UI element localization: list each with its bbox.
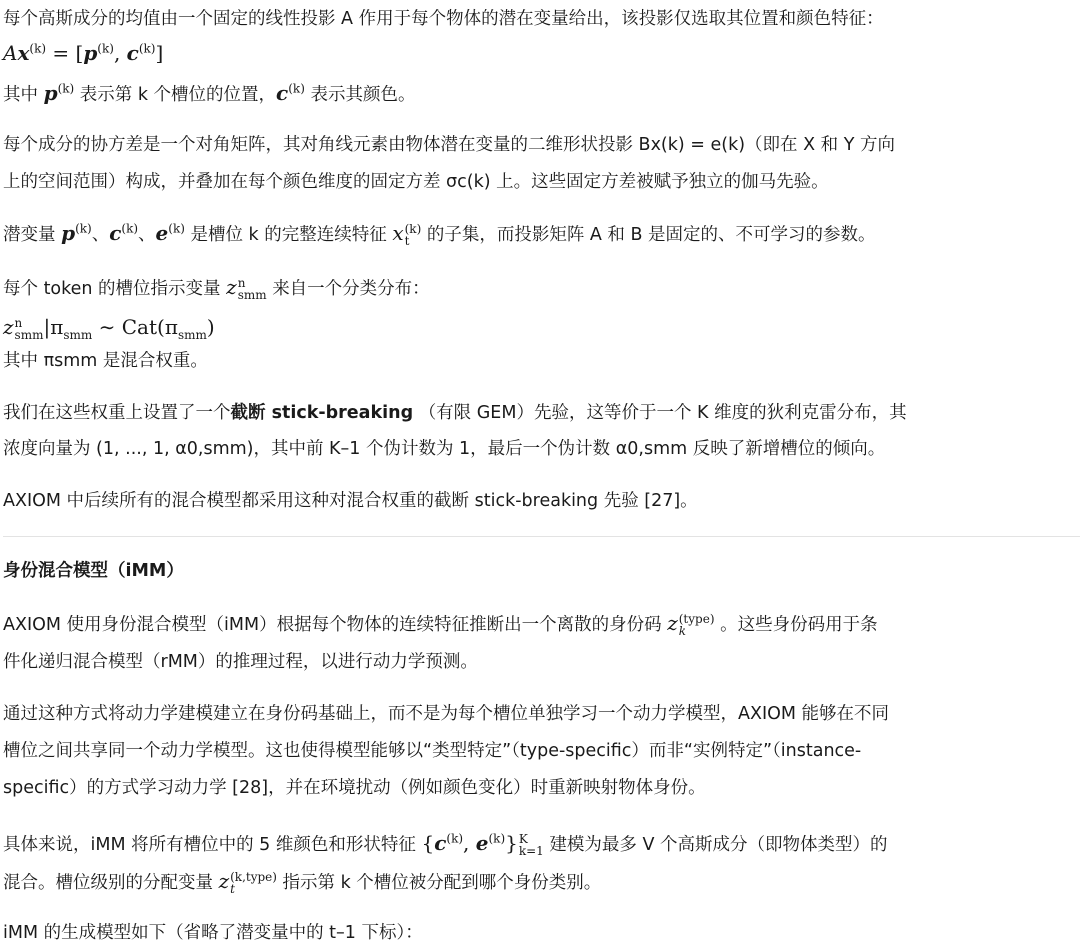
paragraph-imm-line2: 件化递归混合模型（rMM）的推理过程，以进行动力学预测。 xyxy=(3,652,478,672)
text-fragment: 我们在这些权重上设置了一个 xyxy=(3,403,231,423)
superscript-label: (k,type) xyxy=(230,869,277,884)
bold-term: 截断 stick-breaking xyxy=(230,403,414,423)
subscript-label: k=1 xyxy=(518,843,544,858)
text-fragment: AXIOM 使用身份混合模型（iMM）根据每个物体的连续特征推断出一个离散的身份码 xyxy=(3,615,662,635)
paragraph-identity-line3: specific）的方式学习动力学 [28]，并在环境扰动（例如颜色变化）时重新映射物体身份。 xyxy=(3,778,706,798)
paragraph-generative-model: iMM 的生成模型如下（省略了潜变量中的 t–1 下标）： xyxy=(3,923,423,943)
superscript-label: (type) xyxy=(678,611,715,626)
text-fragment: 、 xyxy=(91,225,110,245)
text-fragment: 混合。槽位级别的分配变量 xyxy=(3,873,213,893)
paragraph-covariance-line1: 每个成分的协方差是一个对角矩阵，其对角线元素由物体潜在变量的二维形状投影 Bx(k) = e(k)（即在 X 和 Y 方向 xyxy=(3,135,895,155)
paragraph-slot-indicator: 每个 token 的槽位指示变量 z n smm 来自一个分类分布： xyxy=(3,275,430,302)
formula-fragment: ∼ Cat(π xyxy=(98,315,178,339)
paragraph-mean-text: 每个高斯成分的均值由一个固定的线性投影 A 作用于每个物体的潜在变量给出，该投影仅选取其位置和颜色特征： xyxy=(3,9,884,29)
subscript-label: t xyxy=(230,881,235,896)
subscript-label: smm xyxy=(237,287,267,302)
text-fragment: 每个 token 的槽位指示变量 xyxy=(3,279,221,299)
text-fragment: 的子集，而投影矩阵 A 和 B 是固定的、不可学习的参数。 xyxy=(426,225,876,245)
paragraph-stick-breaking-line2: 浓度向量为 (1, ..., 1, α0,smm)，其中前 K–1 个伪计数为 1，最后一个伪计数 α0,smm 反映了新增槽位的倾向。 xyxy=(3,439,886,459)
subscript-label: smm xyxy=(14,327,44,342)
text-fragment: 潜变量 xyxy=(3,225,56,245)
superscript-label: K xyxy=(518,831,528,846)
subscript-label: smm xyxy=(177,328,207,342)
paragraph-imm-features-line1: 具体来说，iMM 将所有槽位中的 5 维颜色和形状特征 {$c^{(k)}$, $e^{(k)}$} K k=1 建模为最多 V 个高斯成分（即物体类型）的 xyxy=(3,831,888,858)
text-fragment: 指示第 k 个槽位被分配到哪个身份类别。 xyxy=(282,873,602,893)
text-fragment: 建模为最多 V 个高斯成分（即物体类型）的 xyxy=(549,835,888,855)
section-divider xyxy=(3,536,1080,537)
text-fragment: 、 xyxy=(138,225,156,245)
text-fragment: （有限 GEM）先验，这等价于一个 K 维度的狄利克雷分布，其 xyxy=(418,403,907,423)
text-fragment: 来自一个分类分布： xyxy=(272,279,430,299)
paragraph-stick-breaking-line1 xyxy=(3,396,1078,430)
paragraph-identity-line2: 槽位之间共享同一个动力学模型。这也使得模型能够以“类型特定”（type-specific）而非“实例特定”（instance- xyxy=(3,741,862,761)
paragraph-latents: 潜变量 $p^{(k)}$、$c^{(k)}$、$e^{(k)}$ 是槽位 k 的完整连续特征 x (k) t 的子集，而投影矩阵 A 和 B 是固定的、不可学习的参数。 xyxy=(3,221,876,248)
section-title: 身份混合模型（iMM） xyxy=(3,561,184,581)
text-fragment: 。这些身份码用于条 xyxy=(720,615,878,635)
text-fragment: 是槽位 k 的完整连续特征 xyxy=(190,225,387,245)
text-fragment: 其中 xyxy=(3,85,38,105)
paragraph-covariance-line2: 上的空间范围）构成，并叠加在每个颜色维度的固定方差 σc(k) 上。这些固定方差被赋予独立的伽马先验。 xyxy=(3,172,829,192)
formula-categorical: z n smm $|\pi_{smm}$ ∼ $Cat(\pi_{smm})$ xyxy=(3,315,215,342)
subscript-label: smm xyxy=(63,328,93,342)
paragraph-identity-line1: 通过这种方式将动力学建模建立在身份码基础上，而不是为每个槽位单独学习一个动力学模型，AXIOM 能够在不同 xyxy=(3,704,890,724)
text-fragment: 表示第 k 个槽位的位置， xyxy=(79,85,277,105)
text-fragment: 表示其颜色。 xyxy=(310,85,416,105)
paragraph-imm-features-line2: 混合。槽位级别的分配变量 z (k,type) t 指示第 k 个槽位被分配到哪个身份类别。 xyxy=(3,869,602,896)
paragraph-mixture-weights: 其中 πsmm 是混合权重。 xyxy=(3,351,208,371)
formula-fragment: |π xyxy=(43,315,64,339)
paragraph-position-color: 其中 $p^{(k)}$ 表示第 k 个槽位的位置，$c^{(k)}$ 表示其颜色。 xyxy=(3,81,416,105)
paragraph-axiom-prior: AXIOM 中后续所有的混合模型都采用这种对混合权重的截断 stick-breaking 先验 [27]。 xyxy=(3,491,698,511)
formula-projection: $Ax^{(k)} = [p^{(k)}$, $c^{(k)}$] xyxy=(3,41,164,65)
text-fragment: 具体来说，iMM 将所有槽位中的 5 维颜色和形状特征 xyxy=(3,835,416,855)
formula-fragment: ) xyxy=(206,315,215,339)
paragraph-imm-line1: AXIOM 使用身份混合模型（iMM）根据每个物体的连续特征推断出一个离散的身份码 z (type) k 。这些身份码用于条 xyxy=(3,611,878,638)
